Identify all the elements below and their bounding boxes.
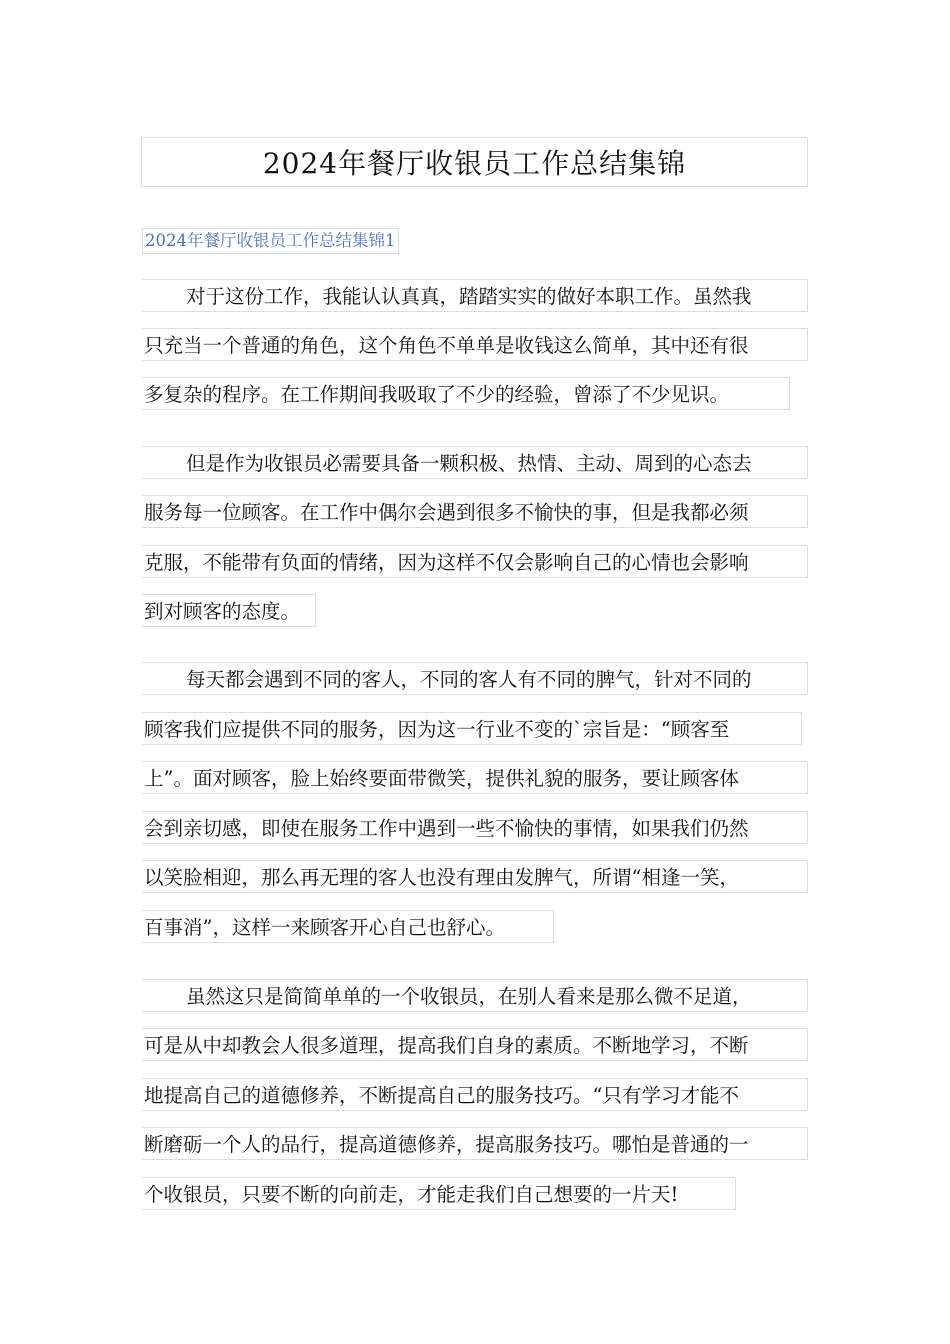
paragraph-4-line-1: 虽然这只是简简单单的一个收银员，在别人看来是那么微不足道， xyxy=(142,979,808,1012)
document-title: 2024年餐厅收银员工作总结集锦 xyxy=(262,147,687,180)
paragraph-4-line-3: 地提高自己的道德修养，不断提高自己的服务技巧。“只有学习才能不 xyxy=(142,1078,808,1111)
paragraph-3-line-6: 百事消”，这样一来顾客开心自己也舒心。 xyxy=(142,910,554,943)
paragraph-4-line-4: 断磨砺一个人的品行，提高道德修养，提高服务技巧。哪怕是普通的一 xyxy=(142,1127,808,1160)
paragraph-1-line-2: 只充当一个普通的角色，这个角色不单单是收钱这么简单，其中还有很 xyxy=(142,328,808,361)
paragraph-2-line-1: 但是作为收银员必需要具备一颗积极、热情、主动、周到的心态去 xyxy=(142,446,808,479)
paragraph-3-line-4: 会到亲切感，即使在服务工作中遇到一些不愉快的事情，如果我们仍然 xyxy=(142,811,808,844)
paragraph-1-line-1: 对于这份工作，我能认认真真，踏踏实实的做好本职工作。虽然我 xyxy=(142,279,808,312)
paragraph-1-line-3: 多复杂的程序。在工作期间我吸取了不少的经验，曾添了不少见识。 xyxy=(142,377,790,410)
paragraph-4-line-5: 个收银员，只要不断的向前走，才能走我们自己想要的一片天! xyxy=(142,1177,736,1210)
paragraph-3-line-5: 以笑脸相迎，那么再无理的客人也没有理由发脾气，所谓“相逢一笑， xyxy=(142,860,808,893)
paragraph-2-line-3: 克服，不能带有负面的情绪，因为这样不仅会影响自己的心情也会影响 xyxy=(142,545,808,578)
paragraph-4-line-2: 可是从中却教会人很多道理，提高我们自身的素质。不断地学习，不断 xyxy=(142,1028,808,1061)
document-title-box xyxy=(141,137,808,187)
paragraph-3-line-1: 每天都会遇到不同的客人，不同的客人有不同的脾气，针对不同的 xyxy=(142,662,808,695)
paragraph-2-line-4: 到对顾客的态度。 xyxy=(142,594,316,627)
paragraph-2-line-2: 服务每一位顾客。在工作中偶尔会遇到很多不愉快的事，但是我都必须 xyxy=(142,495,808,528)
paragraph-3-line-2: 顾客我们应提供不同的服务，因为这一行业不变的`宗旨是：“顾客至 xyxy=(142,712,802,745)
paragraph-3-line-3: 上”。面对顾客，脸上始终要面带微笑，提供礼貌的服务，要让顾客体 xyxy=(142,761,808,794)
section-heading: 2024年餐厅收银员工作总结集锦1 xyxy=(142,228,399,254)
